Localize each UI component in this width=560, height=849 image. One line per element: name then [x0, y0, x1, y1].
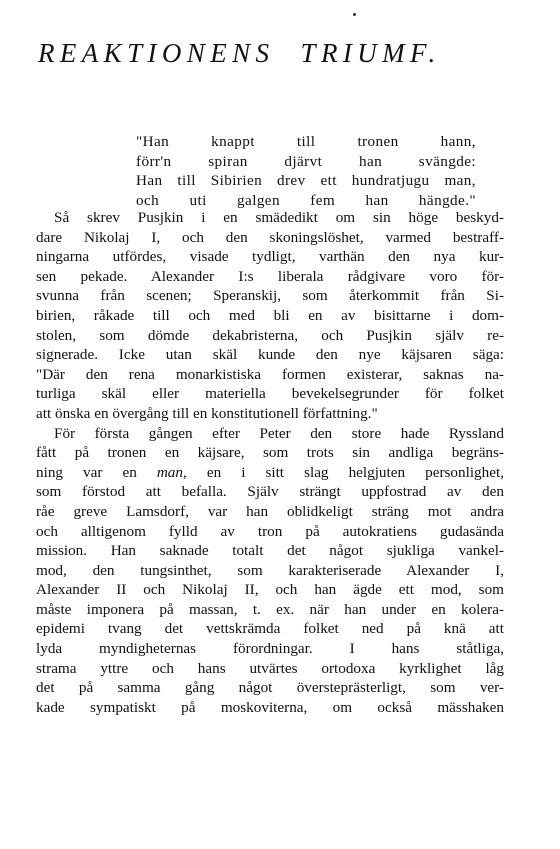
text-line: sen pekade. Alexander I:s liberala rådgivare voro för- [36, 267, 504, 285]
text-line: stolen, som dömde dekabristerna, och Pusjkin själv re- [36, 326, 504, 344]
text-line: råe greve Lamsdorf, var han oblidkeligt sträng mot andra [36, 502, 504, 520]
text-line: epidemi tvang det vettskrämda folket ned på knä att [36, 620, 504, 638]
paragraph [36, 208, 504, 424]
epigraph-line: förr'n spiran djärvt han svängde: [136, 152, 476, 170]
paragraph [36, 424, 504, 718]
text-line-with-emphasis [36, 463, 504, 483]
text-line: "Där den rena monarkistiska formen existerar, saknas na- [36, 365, 504, 383]
emphasized-word: man [156, 463, 183, 481]
text-line: turliga skäl eller materiella bevekelsegrunder för folket [36, 385, 504, 403]
text-line: strama yttre och hans utvärtes ortodoxa kyrklighet låg [36, 659, 504, 677]
epigraph-line: och uti galgen fem han hängde." [136, 191, 476, 209]
text-line: birien, råkade till och med bli en av bisittarne i dom- [36, 306, 504, 324]
epigraph-line: Han till Sibirien drev ett hundratjugu man, [136, 172, 476, 190]
text-line: signerade. Icke utan skäl kunde den nye käjsaren säga: [36, 346, 504, 364]
text-line: Så skrev Pusjkin i en smädedikt om sin höge beskyd- [54, 209, 504, 226]
text-line: mod, den tungsinthet, som karakteriserade Alexander I, [36, 561, 504, 579]
text-line: Alexander II och Nikolaj II, och han ägde ett mod, som [36, 581, 504, 599]
text-line: som förstod att befalla. Själv strängt uppfostrad av den [36, 483, 504, 501]
text-segment: ning var en [36, 463, 157, 481]
text-line: fått på tronen en käjsare, som trots sin andliga begräns- [36, 444, 504, 462]
text-line: För första gången efter Peter den store hade Ryssland [54, 424, 504, 442]
print-speck [353, 13, 356, 16]
text-line: det på samma gång något översteprästerligt, som ver- [36, 679, 504, 697]
text-line: att önska en övergång till en konstitutionell författning." [36, 404, 378, 422]
text-line: svunna från scenen; Speranskij, som återkommit från Si- [36, 287, 504, 305]
text-line: ningarna utfördes, visade tydligt, varthän den nya kur- [36, 248, 504, 266]
chapter-title: REAKTIONENS TRIUMF. [38, 38, 441, 68]
text-line: måste imponera på massan, t. ex. när han under en kolera- [36, 600, 504, 618]
epigraph [136, 132, 476, 210]
text-line: kade sympatiskt på moskoviterna, om också mässhaken [36, 698, 504, 716]
text-line: dare Nikolaj I, och den skoningslöshet, varmed bestraff- [36, 228, 504, 246]
body-text [36, 208, 504, 717]
text-line: och alltigenom fylld av tron på autokratiens gudasända [36, 522, 504, 540]
text-segment: , en i sitt slag helgjuten personlighet, [183, 463, 504, 481]
text-line: mission. Han saknade totalt det något sjukliga vankel- [36, 542, 504, 560]
text-line: lyda myndigheternas förordningar. I hans ståtliga, [36, 640, 504, 658]
epigraph-line: "Han knappt till tronen hann, [136, 133, 476, 150]
